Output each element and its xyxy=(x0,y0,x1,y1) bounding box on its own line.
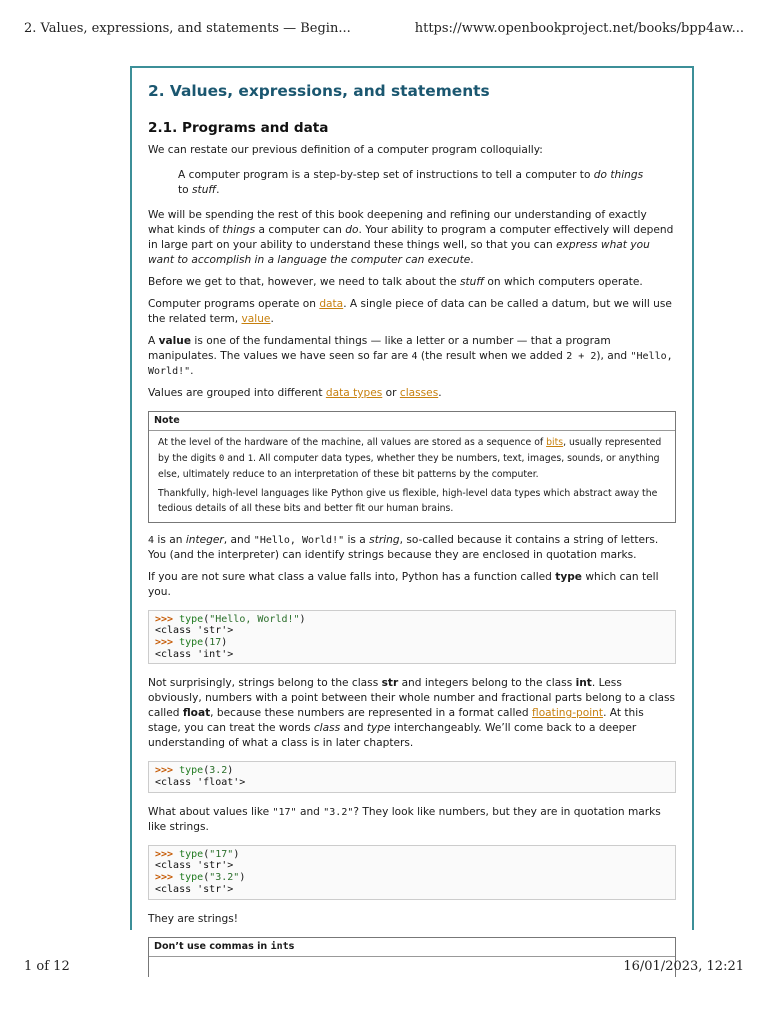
code-line: >>> type("17") xyxy=(155,848,240,860)
link-value[interactable]: value xyxy=(241,313,271,325)
paragraph-type-function: If you are not sure what class a value falls into, Python has a function called type which can tell you. xyxy=(148,570,659,598)
note-box-bits xyxy=(148,411,676,523)
link-data[interactable]: data xyxy=(319,298,344,310)
paragraph-quoted-numbers: What about values like "17" and "3.2"? They look like numbers, but they are in quotation marks like strings. xyxy=(148,805,661,833)
paragraph-data: Computer programs operate on data. A single piece of data can be called a datum, but we will use the related term, value. xyxy=(148,298,672,325)
print-header xyxy=(0,0,768,60)
paragraph-stuff: Before we get to that, however, we need to talk about the stuff on which computers operate. xyxy=(148,276,643,288)
code-output: <class 'str'> xyxy=(155,860,234,872)
paragraph-classes: Not surprisingly, strings belong to the class str and integers belong to the class int. Less obviously, numbers with a point between their whole number and fractional parts belong to a class called float, because these numbers are represented in a format called floating-point. At this stage, you can treat the words class and type interchangeably. We’ll come back to a deeper understanding of what a class is in later chapters. xyxy=(148,677,676,750)
link-floating-point[interactable]: floating-point xyxy=(532,707,604,720)
code-output: <class 'str'> xyxy=(155,883,234,895)
code-line: >>> type("Hello, World!") xyxy=(155,613,306,625)
paragraph-intro: We can restate our previous definition of a computer program colloquially: xyxy=(148,144,543,156)
page-number: 1 of 12 xyxy=(24,959,70,974)
code-block-float xyxy=(148,761,676,792)
paragraph-strings: They are strings! xyxy=(148,912,239,925)
note-title: Note xyxy=(149,412,675,431)
code-line: >>> type(17) xyxy=(155,636,228,648)
link-classes[interactable]: classes xyxy=(399,387,439,399)
code-block-strings xyxy=(148,845,676,900)
document-content xyxy=(132,68,692,977)
paragraph-integer-string: 4 is an integer, and "Hello, World!" is a string, so-called because it contains a string of letters. You (and the interpreter) can identify strings because they are enclosed in quotation marks. xyxy=(148,533,659,561)
paragraph-understanding: We will be spending the rest of this book deepening and refining our understanding of exactly what kinds of things a computer can do. Your ability to program a computer effectively will depend in large part on your ability to understand these things well, so that you can express what you want to accomplish in a language the computer can execute. xyxy=(148,209,674,266)
code-output: <class 'str'> xyxy=(155,625,234,637)
print-footer xyxy=(0,955,768,985)
code-line: >>> type("3.2") xyxy=(155,872,246,884)
print-header-url: https://www.openbookproject.net/books/bpp4aw... xyxy=(414,21,744,36)
print-timestamp: 16/01/2023, 12:21 xyxy=(623,959,744,974)
print-header-title: 2. Values, expressions, and statements — Begin... xyxy=(24,21,351,36)
document-frame xyxy=(130,66,694,952)
note-body xyxy=(149,431,675,522)
note-title: Don’t use commas in ints xyxy=(149,938,675,957)
code-block-type-examples xyxy=(148,610,676,665)
definition-quote: A computer program is a step-by-step set of instructions to tell a computer to do things to stuff. xyxy=(178,169,644,196)
note-paragraph-highlevel: Thankfully, high-level languages like Python give us flexible, high-level data types which abstract away the tedious details of all these bits and better fit our human brains. xyxy=(158,487,658,514)
code-output: <class 'float'> xyxy=(155,777,246,789)
note-paragraph-bits: At the level of the hardware of the machine, all values are stored as a sequence of bits, usually represented by the digits 0 and 1. All computer data types, whether they be numbers, text, images, sounds, or anything else, ultimately reduce to an interpretation of these bit patterns by the computer. xyxy=(158,437,662,480)
code-line: >>> type(3.2) xyxy=(155,765,234,777)
code-output: <class 'int'> xyxy=(155,648,234,660)
link-bits[interactable]: bits xyxy=(546,437,564,448)
paragraph-types: Values are grouped into different data types or classes. xyxy=(148,387,442,399)
link-data-types[interactable]: data types xyxy=(325,387,383,399)
paragraph-value: A value is one of the fundamental things — like a letter or a number — that a program manipulates. The values we have seen so far are 4 (the result when we added 2 + 2), and "Hello, World!". xyxy=(148,335,673,377)
chapter-title: 2. Values, expressions, and statements xyxy=(148,82,490,100)
section-title: 2.1. Programs and data xyxy=(148,120,329,136)
